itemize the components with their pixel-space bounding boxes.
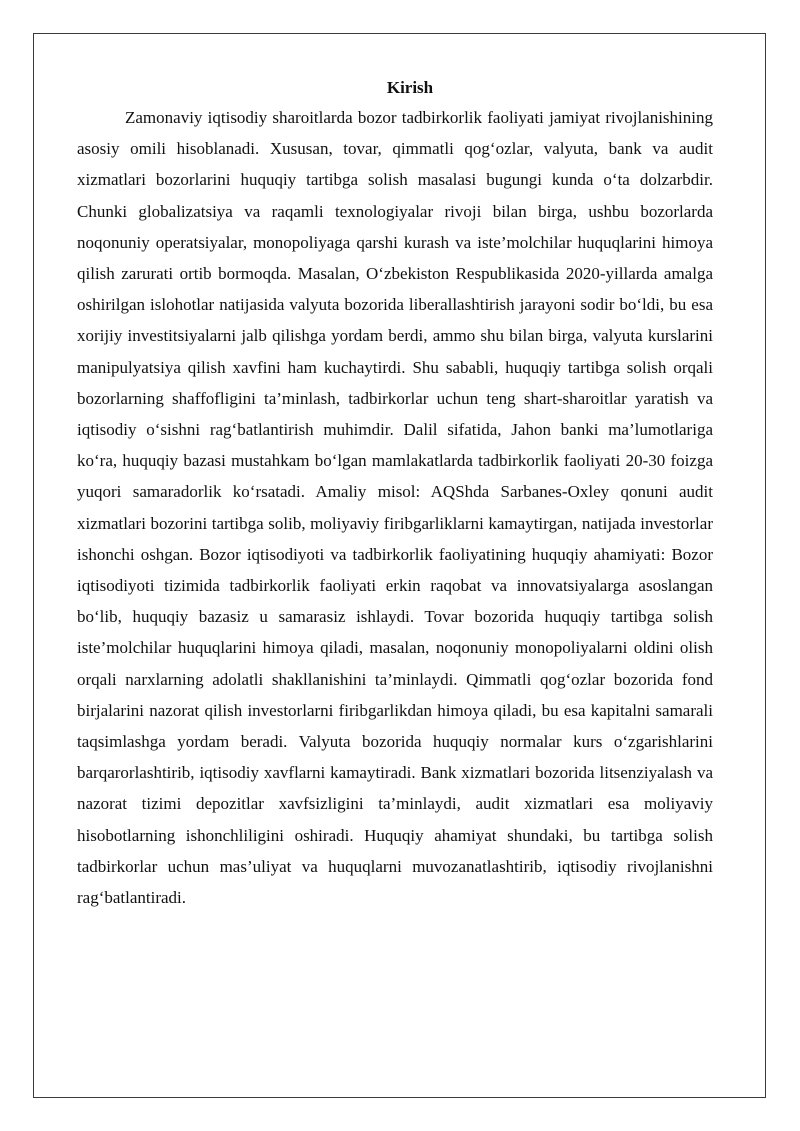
- document-body: [77, 73, 713, 913]
- document-paragraph: Zamonaviy iqtisodiy sharoitlarda bozor tadbirkorlik faoliyati jamiyat rivojlanishining asosiy omili hisoblanadi. Xususan, tovar, qimmatli qog‘ozlar, valyuta, bank va audit xizmatlari bozorlarini huquqiy tartibga solish masalasi bugungi kunda o‘ta dolzarbdir. Chunki globalizatsiya va raqamli texnologiyalar rivoji bilan birga, ushbu bozorlarda noqonuniy operatsiyalar, monopoliyaga qarshi kurash va iste’molchilar huquqlarini himoya qilish zarurati ortib bormoqda. Masalan, O‘zbekiston Respublikasida 2020-yillarda amalga oshirilgan islohotlar natijasida valyuta bozorida liberallashtirish jarayoni sodir bo‘ldi, bu esa xorijiy investitsiyalarni jalb qilishga yordam berdi, ammo shu bilan birga, valyuta kurslarini manipulyatsiya qilish xavfini ham kuchaytirdi. Shu sababli, huquqiy tartibga solish orqali bozorlarning shaffofligini ta’minlash, tadbirkorlar uchun teng shart-sharoitlar yaratish va iqtisodiy o‘sishni rag‘batlantirish muhimdir. Dalil sifatida, Jahon banki ma’lumotlariga ko‘ra, huquqiy bazasi mustahkam bo‘lgan mamlakatlarda tadbirkorlik faoliyati 20-30 foizga yuqori samaradorlik ko‘rsatadi. Amaliy misol: AQShda Sarbanes-Oxley qonuni audit xizmatlari bozorini tartibga solib, moliyaviy firibgarliklarni kamaytirgan, natijada investorlar ishonchi oshgan. Bozor iqtisodiyoti va tadbirkorlik faoliyatining huquqiy ahamiyati: Bozor iqtisodiyoti tizimida tadbirkorlik faoliyati erkin raqobat va innovatsiyalarga asoslangan bo‘lib, huquqiy bazasiz u samarasiz ishlaydi. Tovar bozorida huquqiy tartibga solish iste’molchilar huquqlarini himoya qiladi, masalan, noqonuniy monopoliyalarni oldini olish orqali narxlarning adolatli shakllanishini ta’minlaydi. Qimmatli qog‘ozlar bozorida fond birjalarini nazorat qilish investorlarni firibgarlikdan himoya qiladi, bu esa kapitalni samarali taqsimlashga yordam beradi. Valyuta bozorida huquqiy normalar kurs o‘zgarishlarini barqarorlashtirib, iqtisodiy xavflarni kamaytiradi. Bank xizmatlari bozorida litsenziyalash va nazorat tizimi depozitlar xavfsizligini ta’minlaydi, audit xizmatlari esa moliyaviy hisobotlarning ishonchliligini oshiradi. Huquqiy ahamiyat shundaki, bu tartibga solish tadbirkorlar uchun mas’uliyat va huquqlarni muvozanatlashtirib, iqtisodiy rivojlanishni rag‘batlantiradi.: [77, 108, 713, 908]
- document-title: Kirish: [386, 78, 434, 97]
